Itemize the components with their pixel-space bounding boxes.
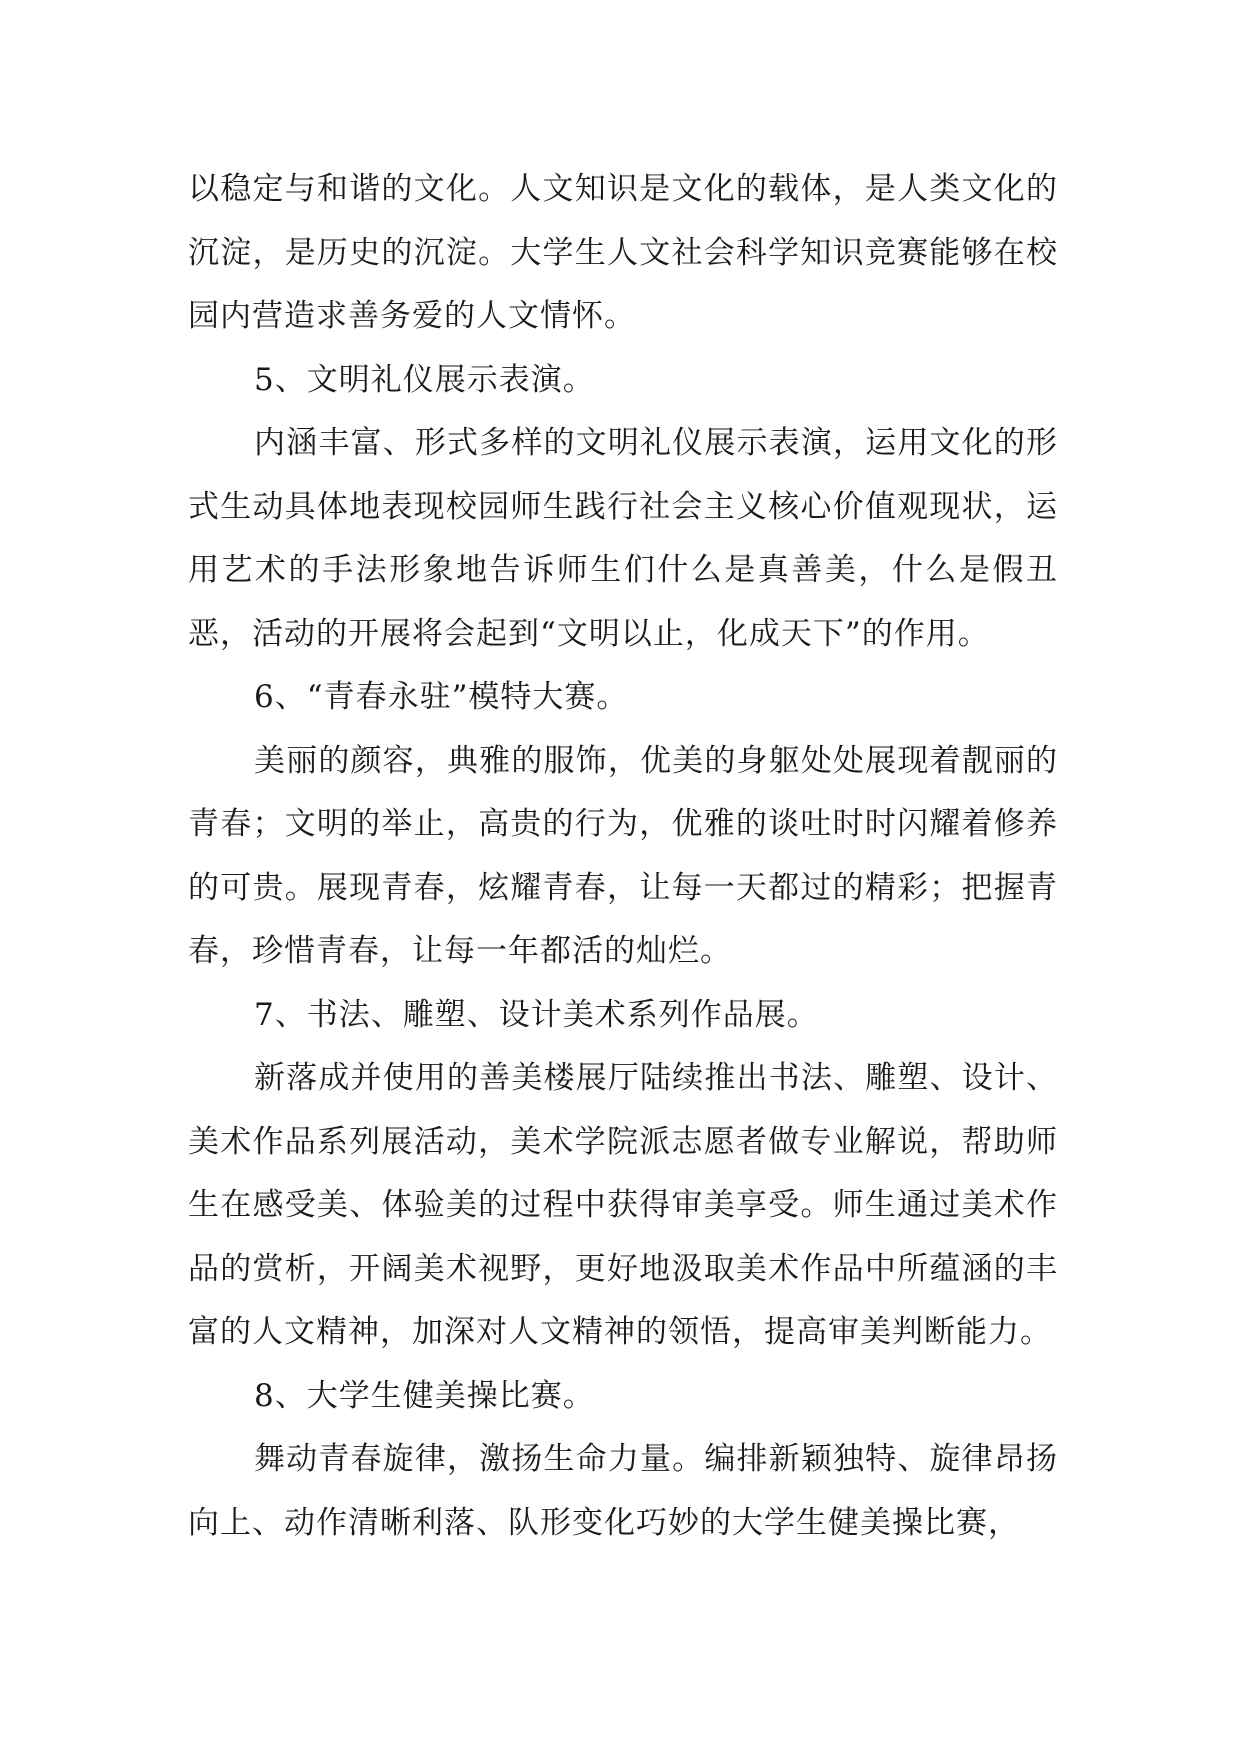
paragraph-intro-continuation: 以稳定与和谐的文化。人文知识是文化的载体，是人类文化的沉淀，是历史的沉淀。大学生人文社会科学知识竞赛能够在校园内营造求善务爱的人文情怀。	[188, 171, 1058, 334]
heading-item-6: 6、“青春永驻”模特大赛。	[254, 679, 629, 715]
heading-item-7: 7、书法、雕塑、设计美术系列作品展。	[254, 996, 819, 1033]
paragraph-item-6: 美丽的颜容，典雅的服饰，优美的身躯处处展现着靓丽的青春；文明的举止，高贵的行为，优雅的谈吐时时闪耀着修养的可贵。展现青春，炫耀青春，让每一天都过的精彩；把握青春，珍惜青春，让每一年都活的灿烂。	[188, 742, 1058, 969]
heading-item-5: 5、文明礼仪展示表演。	[254, 361, 595, 398]
paragraph-item-7: 新落成并使用的善美楼展厅陆续推出书法、雕塑、设计、美术作品系列展活动，美术学院派志愿者做专业解说，帮助师生在感受美、体验美的过程中获得审美享受。师生通过美术作品的赏析，开阔美术视野，更好地汲取美术作品中所蕴涵的丰富的人文精神，加深对人文精神的领悟，提高审美判断能力。	[188, 1060, 1058, 1350]
heading-item-8: 8、大学生健美操比赛。	[254, 1377, 595, 1414]
paragraph-item-8: 舞动青春旋律，激扬生命力量。编排新颖独特、旋律昂扬向上、动作清晰利落、队形变化巧妙的大学生健美操比赛，	[188, 1441, 1058, 1541]
document-body	[188, 158, 1058, 1555]
paragraph-item-5: 内涵丰富、形式多样的文明礼仪展示表演，运用文化的形式生动具体地表现校园师生践行社会主义核心价值观现状，运用艺术的手法形象地告诉师生们什么是真善美，什么是假丑恶，活动的开展将会起到“文明以止，化成天下”的作用。	[188, 425, 1058, 652]
